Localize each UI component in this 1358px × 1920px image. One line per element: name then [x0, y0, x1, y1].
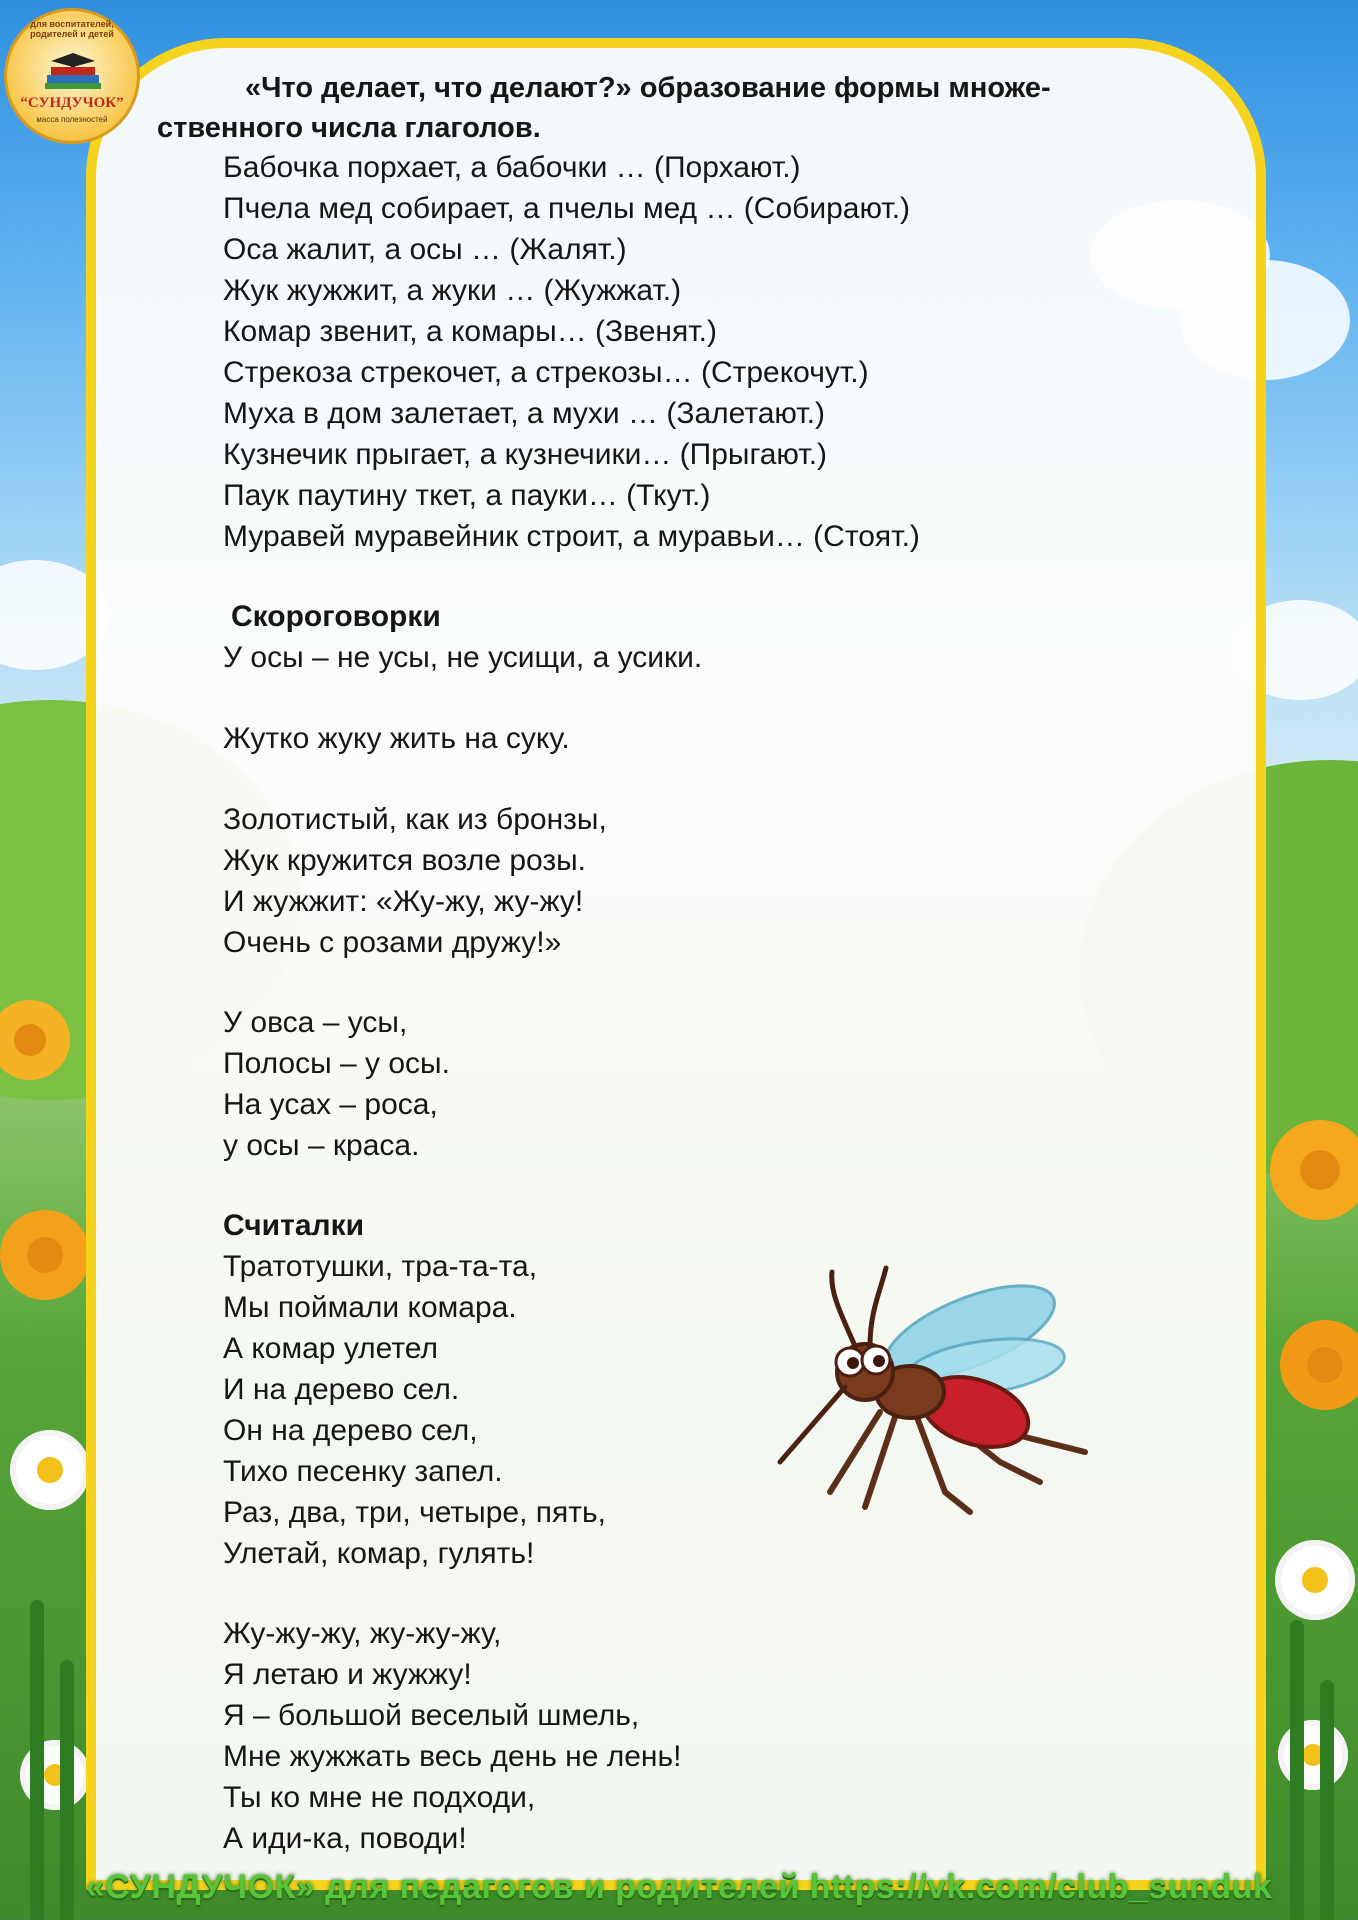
- tongue-twisters-heading: Скороговорки: [231, 600, 441, 633]
- tongue-twister-line: Жутко жуку жить на суку.: [223, 722, 570, 755]
- counting-rhyme-line: Улетай, комар, гулять!: [223, 1537, 535, 1570]
- counting-rhymes-heading: Считалки: [223, 1209, 365, 1242]
- footer-link[interactable]: «СУНДУЧОК» для педагогов и родителей https://vk.com/club_sunduk: [85, 1868, 1273, 1906]
- tongue-twister-line: у осы – краса.: [223, 1129, 420, 1162]
- counting-rhyme-line: Тихо песенку запел.: [223, 1455, 503, 1488]
- counting-rhyme-line: Раз, два, три, четыре, пять,: [223, 1496, 606, 1529]
- tongue-twister-line: У осы – не усы, не усищи, а усики.: [223, 641, 703, 674]
- logo-name: “СУНДУЧОК”: [20, 95, 124, 111]
- tongue-twister-line: Полосы – у осы.: [223, 1047, 450, 1080]
- counting-rhyme-line: Он на дерево сел,: [223, 1414, 478, 1447]
- verb-line: Бабочка порхает, а бабочки … (Порхают.): [223, 151, 801, 184]
- books-icon: [41, 53, 105, 91]
- counting-rhyme-line: Мы поймали комара.: [223, 1291, 517, 1324]
- verb-line: Паук паутину ткет, а пауки… (Ткут.): [223, 479, 711, 512]
- counting-rhyme-line: Ты ко мне не подходи,: [223, 1781, 536, 1814]
- mosquito-illustration: [770, 1262, 1100, 1522]
- tongue-twister-line: Очень с розами дружу!»: [223, 926, 562, 959]
- tongue-twister-line: Золотистый, как из бронзы,: [223, 803, 607, 836]
- tongue-twister-line: У овса – усы,: [223, 1006, 408, 1039]
- counting-rhyme-line: И на дерево сел.: [223, 1373, 460, 1406]
- sunduchok-logo: [4, 8, 140, 144]
- counting-rhyme-line: А комар улетел: [223, 1332, 438, 1365]
- logo-ring-text: для воспитателей, родителей и детей: [30, 19, 114, 39]
- page-title: «Что делает, что делают?» образование формы множе-ственного числа глаголов.: [157, 72, 1051, 144]
- verb-line: Комар звенит, а комары… (Звенят.): [223, 315, 717, 348]
- verb-line: Стрекоза стрекочет, а стрекозы… (Стрекочут.): [223, 356, 869, 389]
- verb-line: Оса жалит, а осы … (Жалят.): [223, 233, 627, 266]
- counting-rhyme-line: Я – большой веселый шмель,: [223, 1699, 640, 1732]
- counting-rhyme-line: Мне жужжать весь день не лень!: [223, 1740, 682, 1773]
- tongue-twister-line: На усах – роса,: [223, 1088, 438, 1121]
- verb-line: Пчела мед собирает, а пчелы мед … (Собирают.): [223, 192, 911, 225]
- tongue-twister-line: И жужжит: «Жу-жу, жу-жу!: [223, 885, 584, 918]
- counting-rhyme-line: Жу-жу-жу, жу-жу-жу,: [223, 1617, 502, 1650]
- counting-rhyme-line: Я летаю и жужжу!: [223, 1658, 472, 1691]
- counting-rhyme-line: Тратотушки, тра-та-та,: [223, 1250, 538, 1283]
- tongue-twister-line: Жук кружится возле розы.: [223, 844, 587, 877]
- verb-line: Муравей муравейник строит, а муравьи… (Стоят.): [223, 520, 920, 553]
- verb-line: Жук жужжит, а жуки … (Жужжат.): [223, 274, 682, 307]
- verb-line: Кузнечик прыгает, а кузнечики… (Прыгают.): [223, 438, 828, 471]
- verb-line: Муха в дом залетает, а мухи … (Залетают.): [223, 397, 825, 430]
- logo-tagline: масса полезностей: [36, 115, 108, 124]
- counting-rhyme-line: А иди-ка, поводи!: [223, 1822, 467, 1855]
